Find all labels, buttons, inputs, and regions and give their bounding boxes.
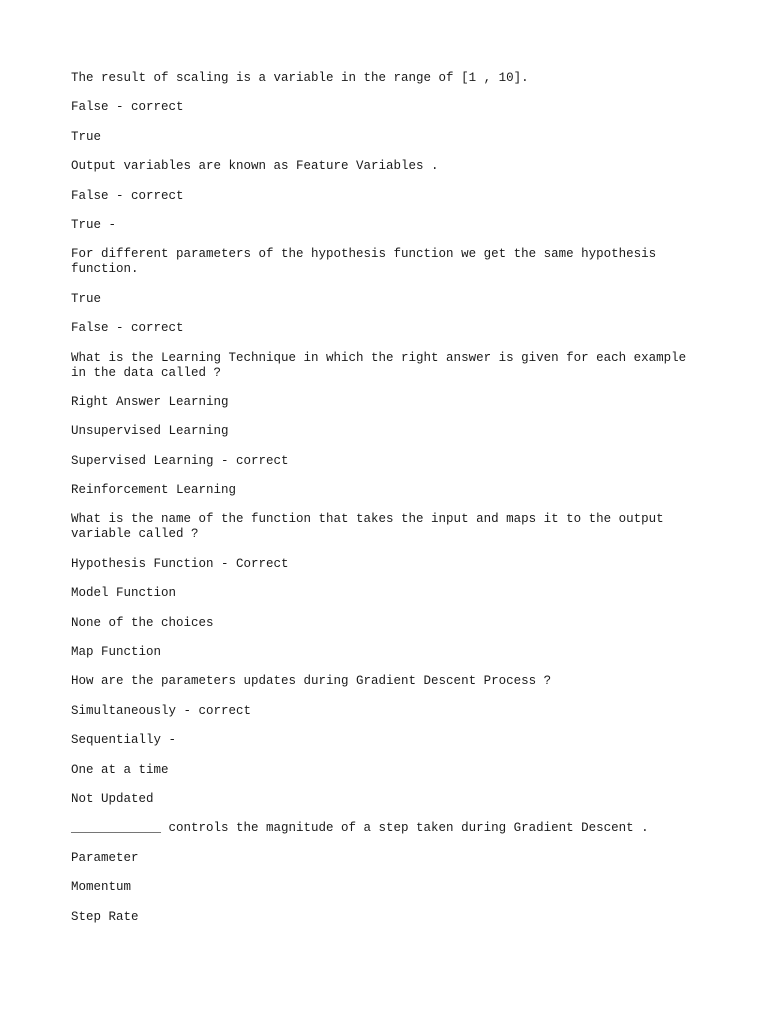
question-text: What is the name of the function that takes the input and maps it to the output variable called ? [71, 512, 664, 542]
question-text: What is the Learning Technique in which the right answer is given for each example in the data called ? [71, 350, 687, 380]
answer-option: Momentum [71, 880, 132, 895]
answer-option: Model Function [71, 586, 177, 601]
answer-option: Parameter [71, 850, 139, 865]
answer-option: Map Function [71, 645, 162, 660]
answer-option: True - [71, 217, 117, 232]
answer-option: Step Rate [71, 909, 139, 924]
answer-option: Hypothesis Function - Correct [71, 556, 289, 571]
document-page [71, 71, 701, 939]
answer-option: Not Updated [71, 791, 154, 806]
question-text: Output variables are known as Feature Variables . [71, 159, 439, 174]
question-text: The result of scaling is a variable in the range of [1 , 10]. [71, 71, 529, 85]
answer-option: Simultaneously - correct [71, 703, 252, 718]
answer-option: False - correct [71, 100, 184, 115]
question-text: For different parameters of the hypothesis function we get the same hypothesis function. [71, 247, 657, 277]
answer-option: Unsupervised Learning [71, 424, 229, 439]
answer-option: Supervised Learning - correct [71, 453, 289, 468]
answer-option: False - correct [71, 321, 184, 336]
question-text: ____________ controls the magnitude of a step taken during Gradient Descent . [71, 821, 649, 836]
answer-option: One at a time [71, 762, 169, 777]
question-text: How are the parameters updates during Gradient Descent Process ? [71, 674, 552, 689]
answer-option: Sequentially - [71, 733, 177, 748]
answer-option: False - correct [71, 188, 184, 203]
answer-option: None of the choices [71, 615, 214, 630]
answer-option: Right Answer Learning [71, 394, 229, 409]
answer-option: True [71, 291, 102, 306]
answer-option: True [71, 129, 102, 144]
answer-option: Reinforcement Learning [71, 483, 237, 498]
